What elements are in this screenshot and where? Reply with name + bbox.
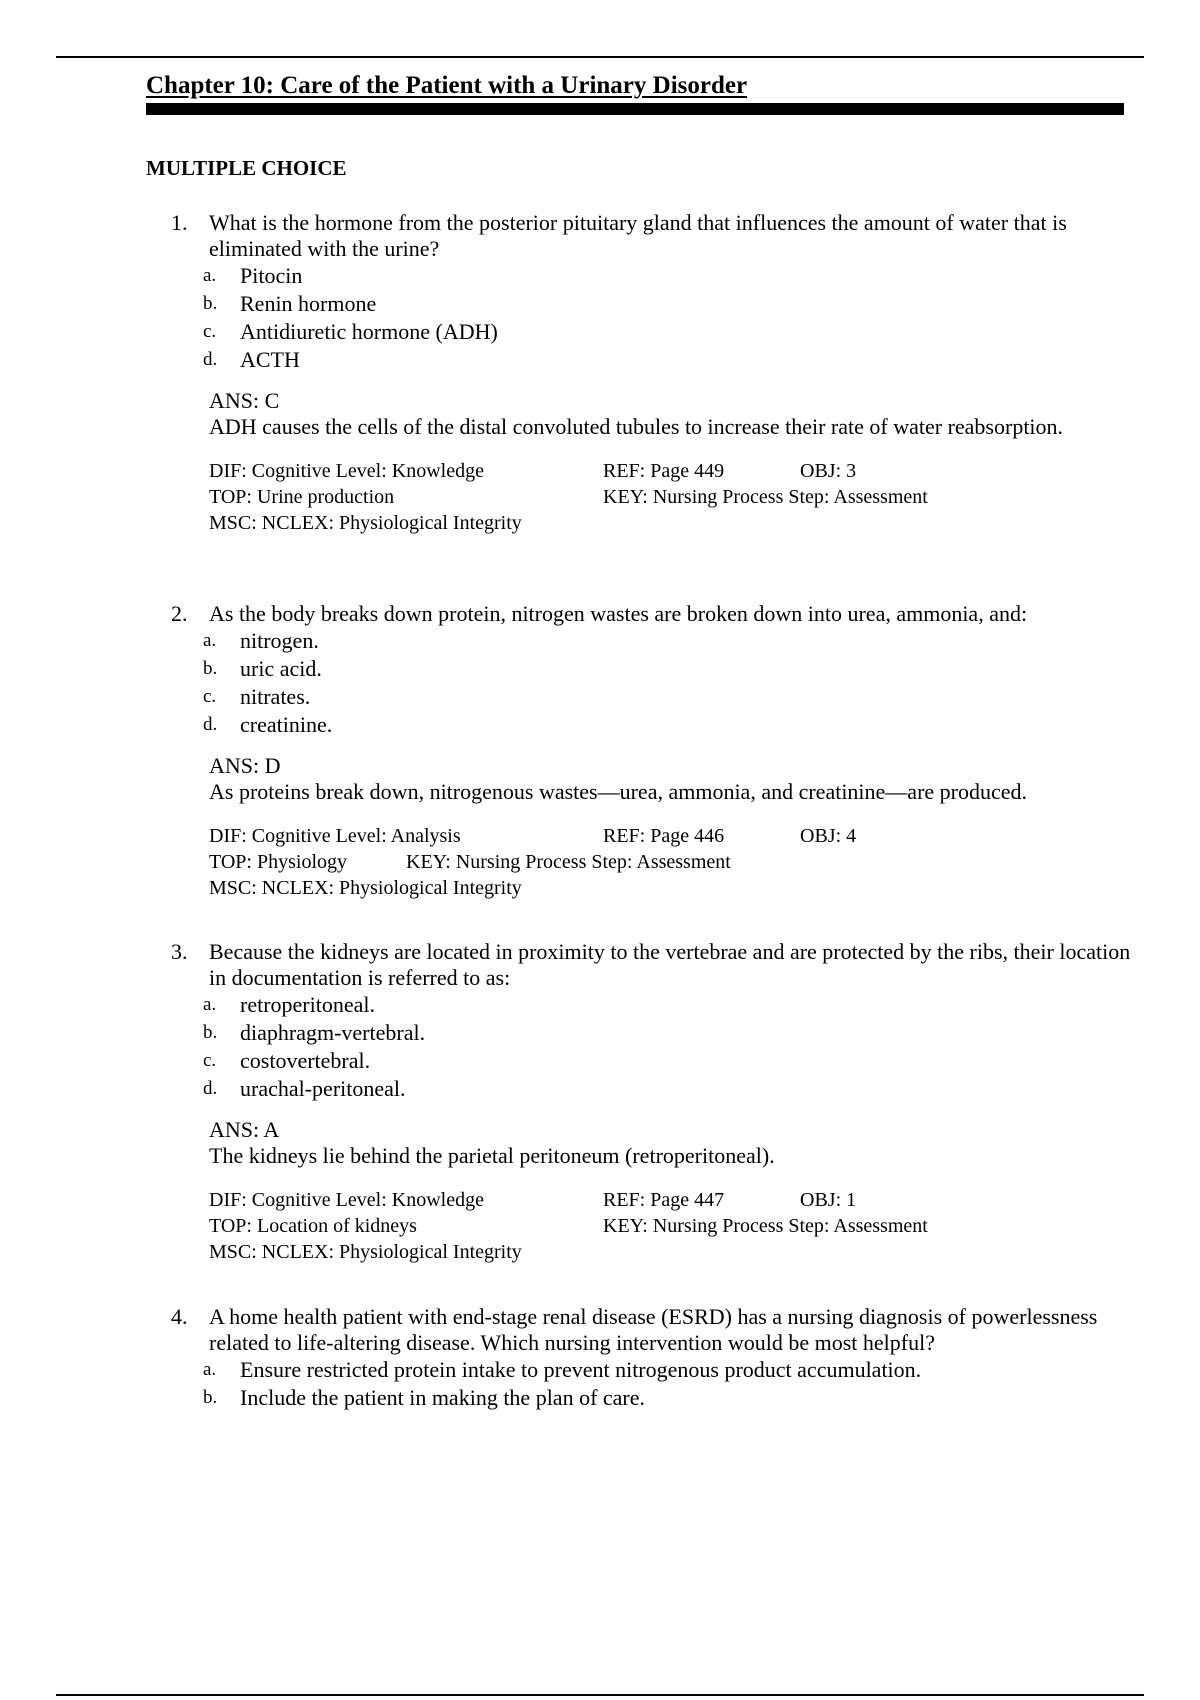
meta-msc: MSC: NCLEX: Physiological Integrity (209, 1241, 522, 1263)
option-letter: a. (203, 1359, 217, 1380)
option-letter: b. (203, 1022, 218, 1043)
option-text: Antidiuretic hormone (ADH) (240, 319, 498, 344)
option-a (0, 991, 1200, 1019)
question-meta (0, 823, 1200, 901)
chapter-title: Chapter 10: Care of the Patient with a Urinary Disorder (146, 72, 748, 99)
option-text: Include the patient in making the plan of care. (240, 1385, 646, 1410)
section-title: MULTIPLE CHOICE (146, 156, 347, 180)
question-number: 4. (171, 1304, 188, 1329)
question-3 (0, 939, 1200, 1265)
option-letter: a. (203, 265, 217, 286)
question-number: 1. (171, 210, 188, 235)
question-2 (0, 601, 1200, 901)
option-text: Ensure restricted protein intake to prevent nitrogenous product accumulation. (240, 1357, 922, 1382)
meta-ref: REF: Page 447 (603, 1189, 725, 1211)
bottom-rule (56, 1694, 1144, 1696)
question-text: Because the kidneys are located in proximity to the vertebrae and are protected by the ribs, their location in documentation is referred to as: (209, 939, 1131, 990)
option-c (0, 318, 1200, 346)
rationale: ADH causes the cells of the distal convoluted tubules to increase their rate of water reabsorption. (209, 414, 1064, 439)
option-text: costovertebral. (240, 1048, 371, 1073)
option-d (0, 346, 1200, 374)
option-letter: a. (203, 994, 217, 1015)
options-list (0, 627, 1200, 739)
meta-obj: OBJ: 3 (800, 460, 857, 482)
meta-dif: DIF: Cognitive Level: Knowledge (209, 1189, 484, 1211)
option-text: Renin hormone (240, 291, 377, 316)
option-text: retroperitoneal. (240, 992, 375, 1017)
option-letter: c. (203, 1050, 217, 1071)
meta-msc: MSC: NCLEX: Physiological Integrity (209, 877, 522, 899)
title-bar (146, 103, 1124, 115)
meta-dif: DIF: Cognitive Level: Analysis (209, 825, 461, 847)
option-text: nitrogen. (240, 628, 319, 653)
question-meta (0, 458, 1200, 536)
option-letter: b. (203, 1387, 218, 1408)
option-text: nitrates. (240, 684, 311, 709)
option-b (0, 1384, 1200, 1412)
top-rule (56, 56, 1144, 58)
options-list (0, 991, 1200, 1103)
option-text: ACTH (240, 347, 300, 372)
option-letter: b. (203, 293, 218, 314)
option-a (0, 262, 1200, 290)
rationale: As proteins break down, nitrogenous wastes—urea, ammonia, and creatinine—are produced. (209, 779, 1028, 804)
option-text: creatinine. (240, 712, 333, 737)
meta-top: TOP: Urine production (209, 486, 395, 508)
option-b (0, 1019, 1200, 1047)
option-b (0, 655, 1200, 683)
option-b (0, 290, 1200, 318)
option-letter: c. (203, 686, 217, 707)
option-letter: d. (203, 349, 218, 370)
meta-ref: REF: Page 446 (603, 825, 725, 847)
option-text: urachal-peritoneal. (240, 1076, 406, 1101)
option-letter: b. (203, 658, 218, 679)
meta-key: KEY: Nursing Process Step: Assessment (406, 851, 731, 873)
meta-top: TOP: Physiology (209, 851, 347, 873)
option-text: Pitocin (240, 263, 303, 288)
answer: ANS: D (209, 753, 281, 778)
rationale: The kidneys lie behind the parietal peritoneum (retroperitoneal). (209, 1143, 775, 1168)
option-letter: a. (203, 630, 217, 651)
option-text: diaphragm-vertebral. (240, 1020, 426, 1045)
question-number: 3. (171, 939, 188, 964)
option-letter: d. (203, 1078, 218, 1099)
options-list (0, 262, 1200, 374)
answer: ANS: A (209, 1117, 280, 1142)
question-number: 2. (171, 601, 188, 626)
option-letter: d. (203, 714, 218, 735)
option-c (0, 1047, 1200, 1075)
question-text: As the body breaks down protein, nitrogen wastes are broken down into urea, ammonia, and: (209, 601, 1028, 626)
option-text: uric acid. (240, 656, 322, 681)
question-4 (0, 1304, 1200, 1412)
option-a (0, 1356, 1200, 1384)
question-text: What is the hormone from the posterior pituitary gland that influences the amount of water that is eliminated with the urine? (209, 210, 1067, 261)
meta-key: KEY: Nursing Process Step: Assessment (603, 486, 928, 508)
question-1 (0, 210, 1200, 536)
meta-obj: OBJ: 1 (800, 1189, 857, 1211)
meta-msc: MSC: NCLEX: Physiological Integrity (209, 512, 522, 534)
meta-obj: OBJ: 4 (800, 825, 857, 847)
question-meta (0, 1187, 1200, 1265)
option-d (0, 711, 1200, 739)
option-a (0, 627, 1200, 655)
option-letter: c. (203, 321, 217, 342)
meta-top: TOP: Location of kidneys (209, 1215, 417, 1237)
question-text: A home health patient with end-stage renal disease (ESRD) has a nursing diagnosis of powerlessness related to life-altering disease. Which nursing intervention would be most helpful? (209, 1304, 1098, 1355)
meta-key: KEY: Nursing Process Step: Assessment (603, 1215, 928, 1237)
options-list (0, 1356, 1200, 1412)
meta-ref: REF: Page 449 (603, 460, 725, 482)
answer: ANS: C (209, 388, 280, 413)
option-c (0, 683, 1200, 711)
option-d (0, 1075, 1200, 1103)
meta-dif: DIF: Cognitive Level: Knowledge (209, 460, 484, 482)
